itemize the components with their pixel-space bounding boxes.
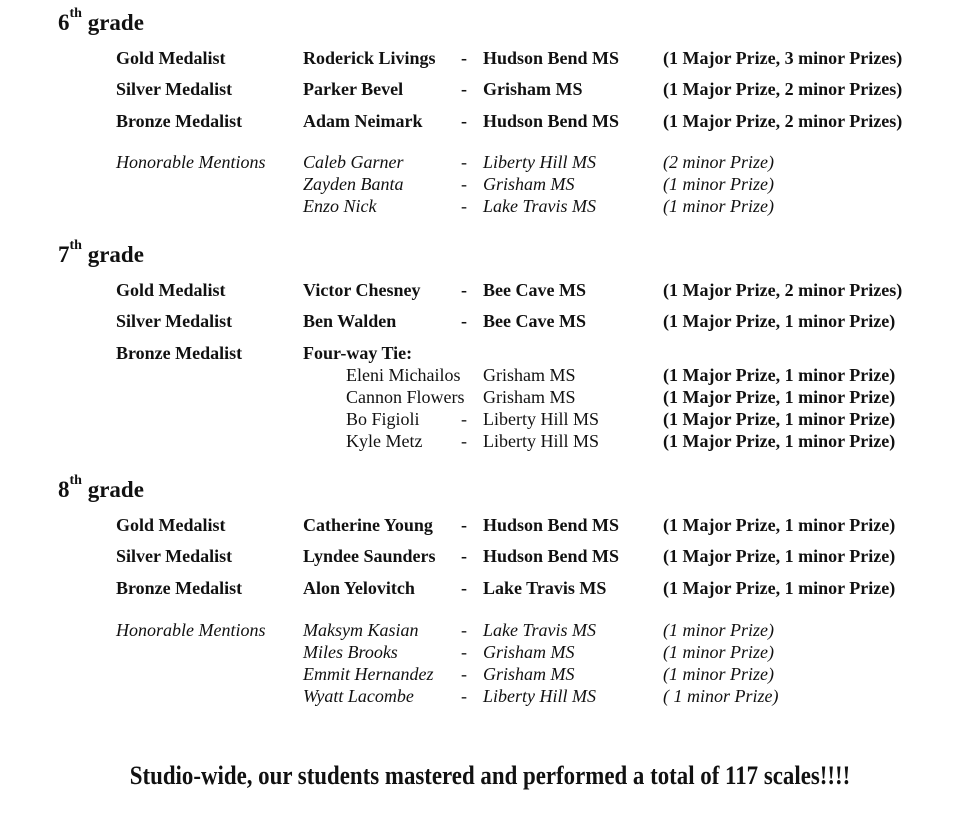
- tie-row: [0, 386, 980, 408]
- grade-7-heading: [58, 238, 144, 269]
- award-label: Bronze Medalist: [116, 111, 243, 131]
- prize-summary: ( 1 minor Prize): [663, 686, 779, 706]
- student-name: Adam Neimark: [303, 111, 423, 131]
- prize-summary: (1 Major Prize, 1 minor Prize): [663, 515, 896, 535]
- school-name: Grisham MS: [483, 365, 576, 385]
- student-name: Parker Bevel: [303, 79, 404, 99]
- student-name: Lyndee Saunders: [303, 546, 436, 566]
- school-name: Bee Cave MS: [483, 280, 586, 300]
- student-name: Zayden Banta: [303, 174, 404, 194]
- separator: -: [461, 664, 467, 684]
- student-name: Alon Yelovitch: [303, 578, 415, 598]
- honorable-mentions-label: Honorable Mentions: [116, 152, 266, 172]
- school-name: Grisham MS: [483, 642, 575, 662]
- separator: -: [461, 152, 467, 172]
- bronze-medalist-row: [0, 577, 980, 599]
- separator: -: [461, 111, 467, 131]
- grade-number: 7: [58, 242, 70, 267]
- tie-row: [0, 364, 980, 386]
- student-name: Bo Figioli: [346, 409, 420, 429]
- school-name: Hudson Bend MS: [483, 48, 620, 68]
- separator: -: [461, 642, 467, 662]
- school-name: Grisham MS: [483, 79, 583, 99]
- award-label: Bronze Medalist: [116, 578, 243, 598]
- bronze-medalist-row: [0, 342, 980, 364]
- prize-summary: (1 Major Prize, 2 minor Prizes): [663, 280, 903, 300]
- prize-summary: (1 minor Prize): [663, 642, 774, 662]
- student-name: Eleni Michailos: [346, 365, 461, 385]
- separator: -: [461, 686, 467, 706]
- prize-summary: (1 Major Prize, 1 minor Prize): [663, 387, 896, 407]
- separator: -: [461, 280, 467, 300]
- separator: -: [461, 620, 467, 640]
- prize-summary: (1 Major Prize, 1 minor Prize): [663, 409, 896, 429]
- separator: -: [461, 546, 467, 566]
- honorable-mention-row: [0, 151, 980, 173]
- gold-medalist-row: [0, 279, 980, 301]
- school-name: Liberty Hill MS: [483, 431, 599, 451]
- honorable-mention-row: [0, 641, 980, 663]
- honorable-mention-row: [0, 195, 980, 217]
- student-name: Cannon Flowers: [346, 387, 465, 407]
- honorable-mentions-label: Honorable Mentions: [116, 620, 266, 640]
- honorable-mention-row: [0, 663, 980, 685]
- grade-6-heading: [58, 6, 144, 37]
- prize-summary: (1 Major Prize, 1 minor Prize): [663, 365, 896, 385]
- separator: -: [461, 578, 467, 598]
- school-name: Hudson Bend MS: [483, 546, 620, 566]
- tie-row: [0, 408, 980, 430]
- school-name: Liberty Hill MS: [483, 152, 596, 172]
- school-name: Liberty Hill MS: [483, 686, 596, 706]
- grade-number: 8: [58, 477, 70, 502]
- grade-number: 6: [58, 10, 70, 35]
- prize-summary: (1 Major Prize, 2 minor Prizes): [663, 111, 903, 131]
- honorable-mention-row: [0, 173, 980, 195]
- student-name: Wyatt Lacombe: [303, 686, 414, 706]
- student-name: Ben Walden: [303, 311, 397, 331]
- award-label: Gold Medalist: [116, 48, 226, 68]
- school-name: Hudson Bend MS: [483, 515, 620, 535]
- separator: -: [461, 79, 467, 99]
- award-label: Silver Medalist: [116, 311, 233, 331]
- silver-medalist-row: [0, 78, 980, 100]
- student-name: Caleb Garner: [303, 152, 404, 172]
- tie-label: Four-way Tie:: [303, 343, 413, 363]
- separator: -: [461, 431, 467, 451]
- bronze-medalist-row: [0, 110, 980, 132]
- separator: -: [461, 174, 467, 194]
- student-name: Catherine Young: [303, 515, 433, 535]
- school-name: Grisham MS: [483, 174, 575, 194]
- award-label: Bronze Medalist: [116, 343, 243, 363]
- school-name: Lake Travis MS: [483, 196, 597, 216]
- prize-summary: (1 minor Prize): [663, 196, 774, 216]
- school-name: Lake Travis MS: [483, 578, 607, 598]
- silver-medalist-row: [0, 545, 980, 567]
- separator: -: [461, 409, 467, 429]
- separator: -: [461, 196, 467, 216]
- prize-summary: (2 minor Prize): [663, 152, 774, 172]
- student-name: Emmit Hernandez: [303, 664, 434, 684]
- student-name: Roderick Livings: [303, 48, 436, 68]
- student-name: Kyle Metz: [346, 431, 423, 451]
- silver-medalist-row: [0, 310, 980, 332]
- prize-summary: (1 Major Prize, 2 minor Prizes): [663, 79, 903, 99]
- studio-summary-banner: Studio-wide, our students mastered and performed a total of 117 scales!!!!: [129, 761, 851, 790]
- student-name: Miles Brooks: [303, 642, 398, 662]
- gold-medalist-row: [0, 47, 980, 69]
- tie-row: [0, 430, 980, 452]
- award-label: Gold Medalist: [116, 280, 226, 300]
- school-name: Liberty Hill MS: [483, 409, 599, 429]
- student-name: Enzo Nick: [303, 196, 377, 216]
- ordinal-suffix: th: [69, 6, 82, 21]
- prize-summary: (1 Major Prize, 3 minor Prizes): [663, 48, 903, 68]
- separator: -: [461, 311, 467, 331]
- student-name: Maksym Kasian: [303, 620, 419, 640]
- grade-label: grade: [87, 10, 144, 35]
- school-name: Hudson Bend MS: [483, 111, 620, 131]
- award-label: Gold Medalist: [116, 515, 226, 535]
- grade-8-heading: [58, 473, 144, 504]
- prize-summary: (1 Major Prize, 1 minor Prize): [663, 431, 896, 451]
- ordinal-suffix: th: [69, 473, 82, 488]
- ordinal-suffix: th: [69, 238, 82, 253]
- grade-label: grade: [87, 242, 144, 267]
- prize-summary: (1 minor Prize): [663, 664, 774, 684]
- gold-medalist-row: [0, 514, 980, 536]
- separator: -: [461, 515, 467, 535]
- grade-label: grade: [87, 477, 144, 502]
- award-label: Silver Medalist: [116, 79, 233, 99]
- prize-summary: (1 Major Prize, 1 minor Prize): [663, 578, 896, 598]
- school-name: Grisham MS: [483, 387, 576, 407]
- honorable-mention-row: [0, 685, 980, 707]
- award-label: Silver Medalist: [116, 546, 233, 566]
- prize-summary: (1 Major Prize, 1 minor Prize): [663, 311, 896, 331]
- student-name: Victor Chesney: [303, 280, 421, 300]
- school-name: Lake Travis MS: [483, 620, 597, 640]
- prize-summary: (1 Major Prize, 1 minor Prize): [663, 546, 896, 566]
- prize-summary: (1 minor Prize): [663, 620, 774, 640]
- honorable-mention-row: [0, 619, 980, 641]
- prize-summary: (1 minor Prize): [663, 174, 774, 194]
- school-name: Bee Cave MS: [483, 311, 586, 331]
- school-name: Grisham MS: [483, 664, 575, 684]
- separator: -: [461, 48, 467, 68]
